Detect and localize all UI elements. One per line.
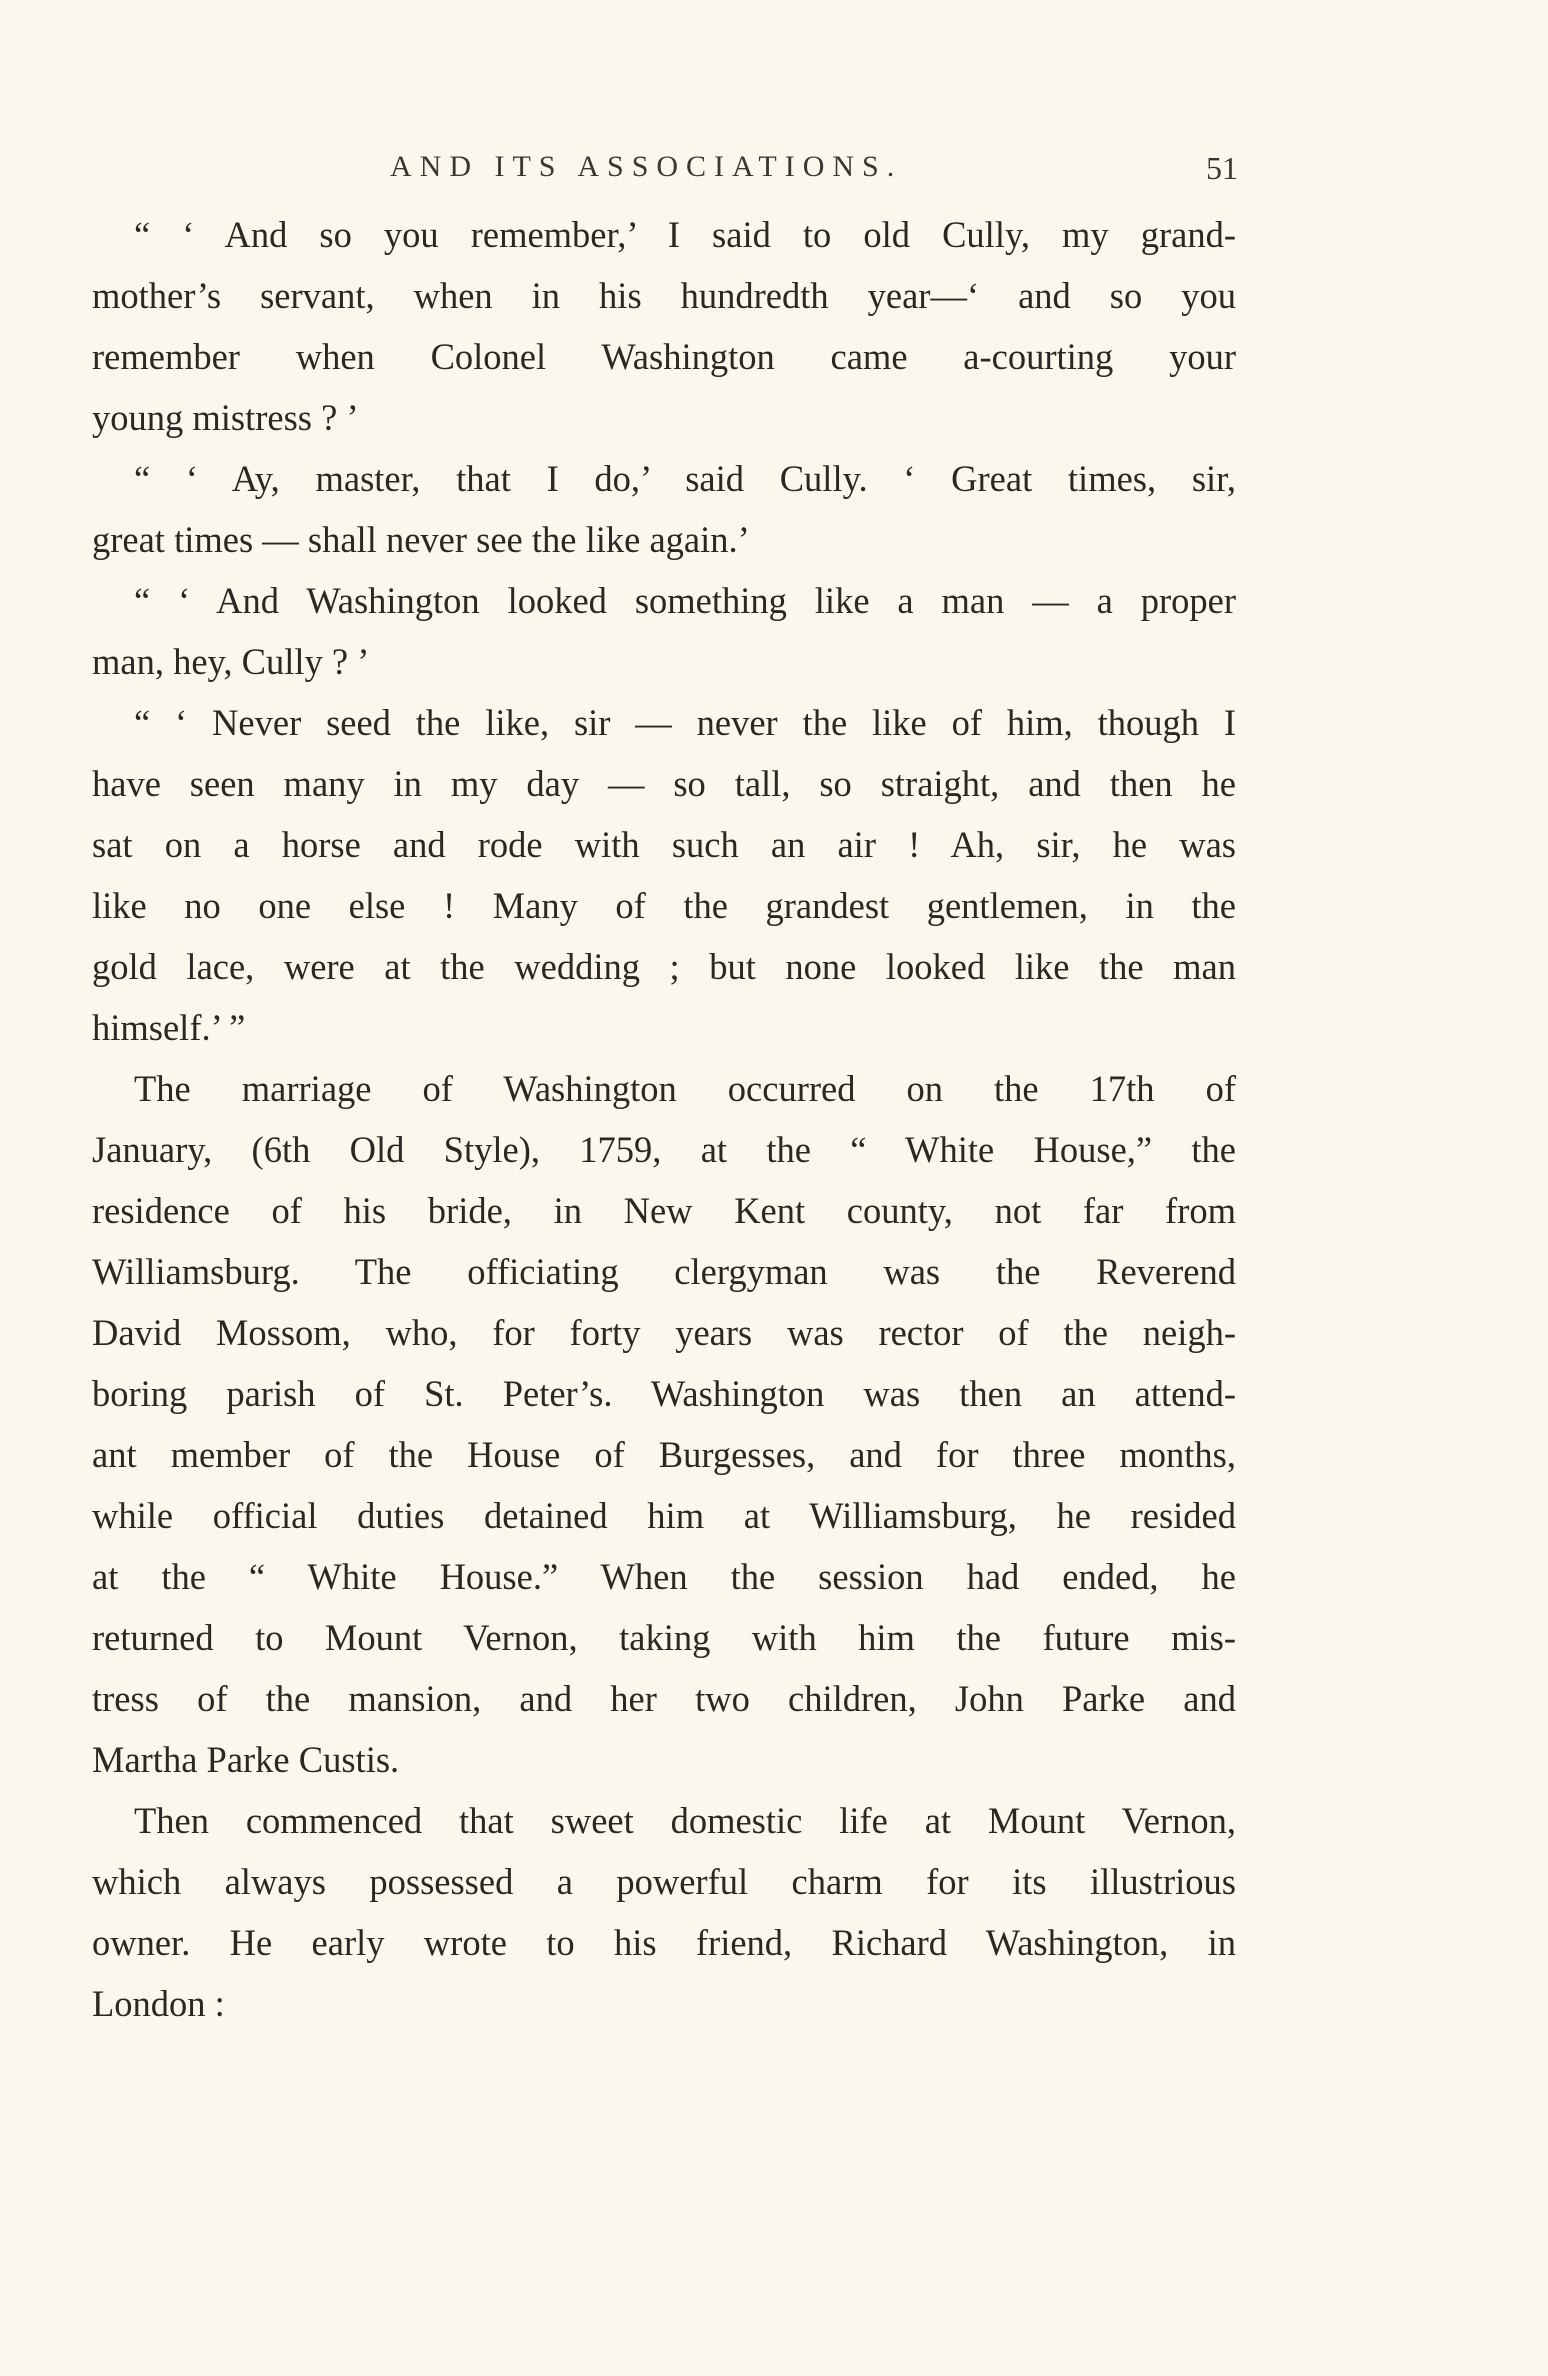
text-line: David Mossom, who, for forty years was rector of the neigh- — [92, 1312, 1236, 1353]
page-number: 51 — [1206, 150, 1238, 186]
text-line: gold lace, were at the wedding ; but none looked like the man — [92, 946, 1236, 987]
text-line: Martha Parke Custis. — [92, 1739, 400, 1780]
text-line: himself.’ ” — [92, 1007, 246, 1048]
running-title: AND ITS ASSOCIATIONS. — [390, 150, 903, 183]
text-line: great times — shall never see the like again.’ — [92, 519, 750, 560]
text-line: “ ‘ And Washington looked something like a man — a proper — [134, 580, 1236, 621]
text-line: boring parish of St. Peter’s. Washington was then an attend- — [92, 1373, 1236, 1414]
text-line: The marriage of Washington occurred on the 17th of — [134, 1068, 1236, 1109]
text-line: ant member of the House of Burgesses, and for three months, — [92, 1434, 1236, 1475]
text-line: mother’s servant, when in his hundredth year—‘ and so you — [92, 275, 1236, 316]
text-line: tress of the mansion, and her two children, John Parke and — [92, 1678, 1236, 1719]
text-line: while official duties detained him at Williamsburg, he resided — [92, 1495, 1236, 1536]
text-line: sat on a horse and rode with such an air ! Ah, sir, he was — [92, 824, 1236, 865]
text-line: “ ‘ And so you remember,’ I said to old Cully, my grand- — [134, 214, 1236, 255]
text-line: returned to Mount Vernon, taking with him the future mis- — [92, 1617, 1236, 1658]
text-line: remember when Colonel Washington came a-courting your — [92, 336, 1236, 377]
body-text — [92, 204, 1236, 2034]
text-line: “ ‘ Never seed the like, sir — never the like of him, though I — [134, 702, 1236, 743]
text-line: which always possessed a powerful charm for its illustrious — [92, 1861, 1236, 1902]
text-line: Williamsburg. The officiating clergyman was the Reverend — [92, 1251, 1236, 1292]
text-line: Then commenced that sweet domestic life at Mount Vernon, — [134, 1800, 1236, 1841]
text-line: like no one else ! Many of the grandest gentlemen, in the — [92, 885, 1236, 926]
text-line: “ ‘ Ay, master, that I do,’ said Cully. ‘ Great times, sir, — [134, 458, 1236, 499]
text-line: have seen many in my day — so tall, so straight, and then he — [92, 763, 1236, 804]
text-line: January, (6th Old Style), 1759, at the “ White House,” the — [92, 1129, 1236, 1170]
text-line: at the “ White House.” When the session had ended, he — [92, 1556, 1236, 1597]
text-line: young mistress ? ’ — [92, 397, 359, 438]
text-line: residence of his bride, in New Kent county, not far from — [92, 1190, 1236, 1231]
running-head — [390, 150, 1238, 200]
text-line: owner. He early wrote to his friend, Richard Washington, in — [92, 1922, 1236, 1963]
text-line: London : — [92, 1983, 225, 2024]
text-line: man, hey, Cully ? ’ — [92, 641, 370, 682]
